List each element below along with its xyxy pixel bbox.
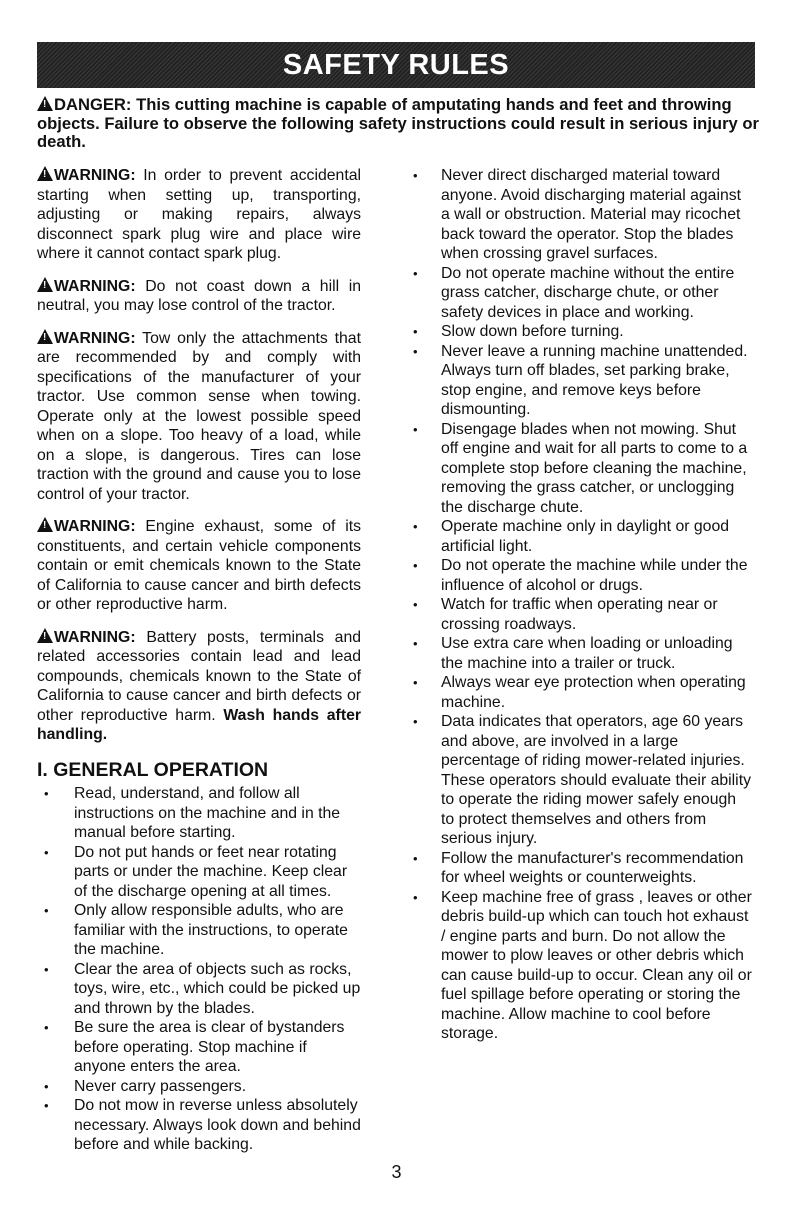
list-item: • Do not mow in reverse unless absolutely necessary. Always look down and behind before and while backing. xyxy=(37,1096,361,1155)
list-item: • Disengage blades when not mowing. Shut off engine and wait for all parts to come to a complete stop before cleaning the machine, removing the grass catcher, or unclogging the discharge chute. xyxy=(411,420,753,518)
warning-text: Tow only the attachments that are recommended by and comply with specifications of the manufacturer of your tractor. Use common sense when towing. Operate only at the lowest possible speed when on a slope. Too heavy of a load, while on a slope, is dangerous. Tires can lose traction with the ground and cause you to lose control of your tractor. xyxy=(37,329,361,503)
page-number: 3 xyxy=(391,1162,402,1182)
left-column xyxy=(37,166,361,1155)
list-item: • Never carry passengers. xyxy=(37,1077,361,1097)
warning-text: Do not coast down a hill in neutral, you may lose control of the tractor. xyxy=(37,277,362,314)
warning-paragraph xyxy=(37,628,361,745)
section-title: I. GENERAL OPERATION xyxy=(37,758,269,781)
list-item: • Follow the manufacturer's recommendation for wheel weights or counterweights. xyxy=(411,849,753,888)
warning-triangle-icon xyxy=(37,96,53,111)
page-title: SAFETY RULES xyxy=(282,48,510,81)
list-item: • Watch for traffic when operating near or crossing roadways. xyxy=(411,595,753,634)
warning-paragraph xyxy=(37,517,361,615)
warning-triangle-icon xyxy=(37,166,53,181)
warning-text: In order to prevent accidental starting when setting up, transporting, adjusting or making repairs, always disconnect spark plug wire and place wire where it cannot contact spark plug. xyxy=(37,167,361,262)
warning-triangle-icon xyxy=(37,277,53,292)
list-item: • Never leave a running machine unattended. Always turn off blades, set parking brake, stop engine, and remove keys before dismounting. xyxy=(411,342,753,420)
list-item: • Slow down before turning. xyxy=(411,322,753,342)
warning-paragraph xyxy=(37,166,361,264)
warning-paragraph xyxy=(37,329,361,505)
warning-triangle-icon xyxy=(37,628,53,643)
list-item: • Use extra care when loading or unloading the machine into a trailer or truck. xyxy=(411,634,753,673)
general-operation-list-right xyxy=(411,166,753,1044)
warning-triangle-icon xyxy=(37,517,53,532)
warning-label: WARNING: xyxy=(54,518,136,535)
list-item: • Keep machine free of grass , leaves or other debris build-up which can touch hot exhaust / engine parts and burn. Do not allow the mower to plow leaves or other debris which can cause build-up to occur. Clean any oil or fuel spillage before operating or storing the machine. Allow machine to cool before storage. xyxy=(411,888,753,1044)
list-item: • Data indicates that operators, age 60 years and above, are involved in a large percentage of riding mower-related injuries. These operators should evaluate their ability to operate the riding mower safely enough to protect themselves and others from serious injury. xyxy=(411,712,753,849)
danger-notice xyxy=(37,96,759,152)
wash-hands-notice: Wash hands after handling. xyxy=(37,706,362,743)
list-item: • Clear the area of objects such as rocks, toys, wire, etc., which could be picked up and thrown by the blades. xyxy=(37,960,361,1019)
danger-text: This cutting machine is capable of amputating hands and feet and throwing objects. Failure to observe the following safety instructions could result in serious injury or death. xyxy=(37,95,759,151)
list-item: • Do not operate machine without the entire grass catcher, discharge chute, or other safety devices in place and working. xyxy=(411,264,753,323)
warning-triangle-icon xyxy=(37,329,53,344)
general-operation-list-left xyxy=(37,784,361,1155)
warning-label: WARNING: xyxy=(54,277,136,295)
right-column xyxy=(411,166,753,1044)
safety-rules-banner xyxy=(37,42,755,88)
list-item: • Do not operate the machine while under the influence of alcohol or drugs. xyxy=(411,556,753,595)
list-item: • Be sure the area is clear of bystanders before operating. Stop machine if anyone enters the area. xyxy=(37,1018,361,1077)
list-item: • Never direct discharged material toward anyone. Avoid discharging material against a wall or obstruction. Material may ricochet back toward the operator. Stop the blades when crossing gravel surfaces. xyxy=(411,166,753,264)
danger-label: DANGER: xyxy=(54,95,132,114)
warning-label: WARNING: xyxy=(54,628,136,646)
list-item: • Operate machine only in daylight or good artificial light. xyxy=(411,517,753,556)
warning-text: Engine exhaust, some of its constituents, and certain vehicle components contain or emit chemicals known to the State of California to cause cancer and birth defects or other reproductive harm. xyxy=(37,518,362,613)
list-item: • Read, understand, and follow all instructions on the machine and in the manual before starting. xyxy=(37,784,361,843)
list-item: • Do not put hands or feet near rotating parts or under the machine. Keep clear of the discharge opening at all times. xyxy=(37,843,361,902)
warning-paragraph xyxy=(37,277,361,316)
warning-label: WARNING: xyxy=(54,329,136,347)
list-item: • Only allow responsible adults, who are familiar with the instructions, to operate the machine. xyxy=(37,901,361,960)
warning-label: WARNING: xyxy=(54,167,136,184)
warning-text: Battery posts, terminals and related accessories contain lead and lead compounds, chemicals known to the State of California to cause cancer and birth defects or other reproductive harm. xyxy=(37,628,362,724)
list-item: • Always wear eye protection when operating machine. xyxy=(411,673,753,712)
